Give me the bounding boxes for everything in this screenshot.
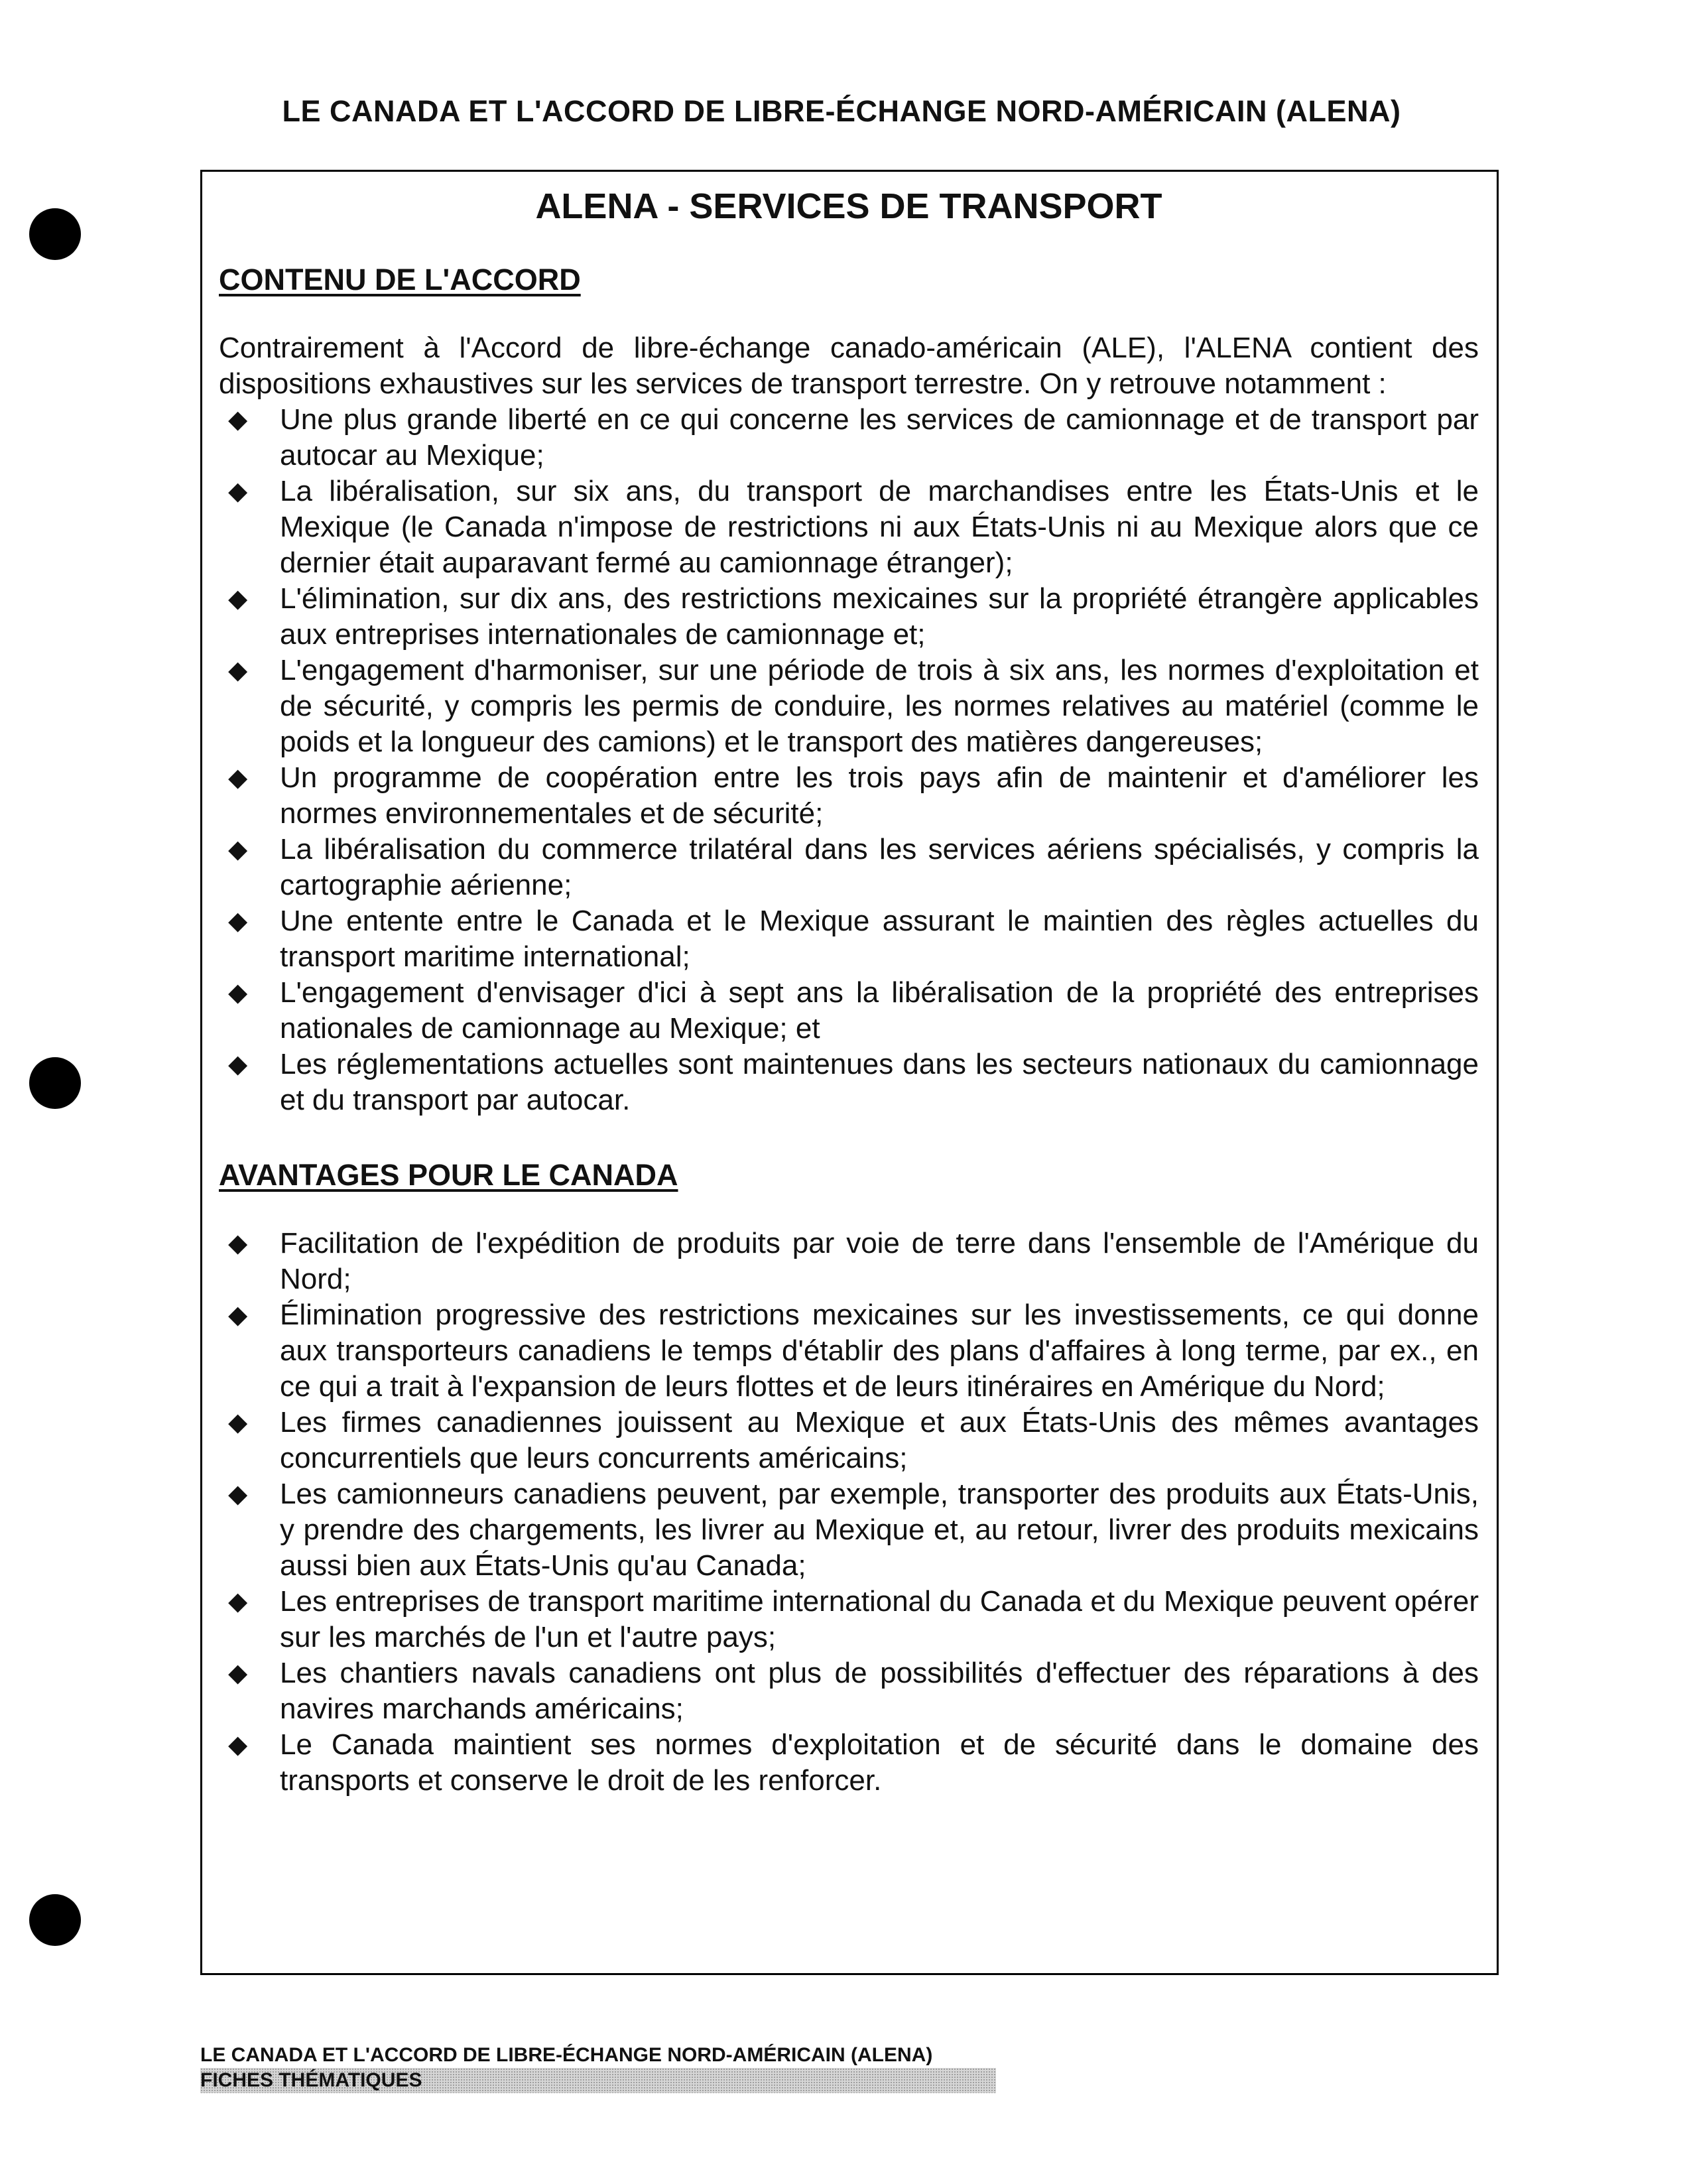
box-content [219, 186, 1479, 1799]
section-contenu [219, 263, 1479, 1118]
list-contenu [219, 402, 1479, 1118]
list-item-text: Élimination progressive des restrictions mexicaines sur les investissements, ce qui donne aux transporteurs canadiens le temps d'établir des plans d'affaires à long terme, par ex., en ce qui a trait à l'expansion de leurs flottes et de leurs itinéraires en Amérique du Nord; [280, 1299, 1479, 1403]
punch-hole-top [29, 208, 81, 260]
section-heading-contenu: CONTENU DE L'ACCORD [219, 263, 581, 296]
list-item-text: L'engagement d'envisager d'ici à sept ans la libéralisation de la propriété des entreprises nationales de camionnage au Mexique; et [280, 976, 1479, 1045]
list-item-text: Les chantiers navals canadiens ont plus de possibilités d'effectuer des réparations à des navires marchands américains; [280, 1657, 1479, 1725]
list-item [219, 1584, 1479, 1655]
document-footer [200, 2043, 996, 2093]
list-item-text: Une plus grande liberté en ce qui concerne les services de camionnage et de transport par autocar au Mexique; [280, 403, 1479, 472]
list-item [219, 903, 1479, 975]
diamond-bullet-icon: ◆ [228, 585, 248, 613]
footer-subtitle: FICHES THÉMATIQUES [200, 2068, 996, 2093]
list-item [219, 581, 1479, 653]
list-item-text: Les réglementations actuelles sont maintenues dans les secteurs nationaux du camionnage et du transport par autocar. [280, 1048, 1479, 1116]
diamond-bullet-icon: ◆ [228, 1301, 248, 1329]
list-item [219, 653, 1479, 760]
list-item [219, 1047, 1479, 1118]
diamond-bullet-icon: ◆ [228, 1409, 248, 1437]
list-item-text: Les entreprises de transport maritime international du Canada et du Mexique peuvent opérer sur les marchés de l'un et l'autre pays; [280, 1585, 1479, 1653]
diamond-bullet-icon: ◆ [228, 406, 248, 434]
diamond-bullet-icon: ◆ [228, 1659, 248, 1687]
list-item-text: Les camionneurs canadiens peuvent, par exemple, transporter des produits aux États-Unis, y prendre des chargements, les livrer au Mexique et, au retour, livrer des produits mexicains aussi bien aux États-Unis qu'au Canada; [280, 1478, 1479, 1582]
diamond-bullet-icon: ◆ [228, 1480, 248, 1508]
diamond-bullet-icon: ◆ [228, 657, 248, 684]
list-item [219, 474, 1479, 581]
list-item-text: Le Canada maintient ses normes d'exploitation et de sécurité dans le domaine des transports et conserve le droit de les renforcer. [280, 1728, 1479, 1797]
list-avantages [219, 1226, 1479, 1799]
diamond-bullet-icon: ◆ [228, 1230, 248, 1257]
list-item [219, 1655, 1479, 1727]
intro-paragraph: Contrairement à l'Accord de libre-échange canado-américain (ALE), l'ALENA contient des dispositions exhaustives sur les services de transport terrestre. On y retrouve notamment : [219, 332, 1479, 400]
list-item-text: Les firmes canadiennes jouissent au Mexique et aux États-Unis des mêmes avantages concurrentiels que leurs concurrents américains; [280, 1406, 1479, 1474]
section-avantages [219, 1158, 1479, 1799]
list-item [219, 1226, 1479, 1297]
diamond-bullet-icon: ◆ [228, 979, 248, 1007]
list-item-text: L'engagement d'harmoniser, sur une période de trois à six ans, les normes d'exploitation et de sécurité, y compris les permis de conduire, les normes relatives au matériel (comme le poids et la longueur des camions) et le transport des matières dangereuses; [280, 654, 1479, 758]
diamond-bullet-icon: ◆ [228, 764, 248, 792]
list-item-text: Une entente entre le Canada et le Mexique assurant le maintien des règles actuelles du transport maritime international; [280, 905, 1479, 973]
footer-title: LE CANADA ET L'ACCORD DE LIBRE-ÉCHANGE NORD-AMÉRICAIN (ALENA) [200, 2044, 933, 2066]
box-title: ALENA - SERVICES DE TRANSPORT [535, 186, 1162, 226]
diamond-bullet-icon: ◆ [228, 1588, 248, 1616]
list-item [219, 1727, 1479, 1799]
list-item [219, 975, 1479, 1047]
list-item-text: Facilitation de l'expédition de produits par voie de terre dans l'ensemble de l'Amérique du Nord; [280, 1227, 1479, 1295]
list-item-text: La libéralisation, sur six ans, du transport de marchandises entre les États-Unis et le Mexique (le Canada n'impose de restrictions ni aux États-Unis ni au Mexique alors que ce dernier était auparavant fermé au camionnage étranger); [280, 475, 1479, 579]
punch-hole-bottom [29, 1894, 81, 1946]
list-item [219, 1405, 1479, 1476]
list-item [219, 760, 1479, 832]
list-item-text: L'élimination, sur dix ans, des restrictions mexicaines sur la propriété étrangère applicables aux entreprises internationales de camionnage et; [280, 582, 1479, 651]
diamond-bullet-icon: ◆ [228, 907, 248, 935]
diamond-bullet-icon: ◆ [228, 836, 248, 864]
punch-hole-middle [29, 1057, 81, 1109]
list-item [219, 402, 1479, 474]
list-item [219, 832, 1479, 903]
diamond-bullet-icon: ◆ [228, 1731, 248, 1759]
list-item [219, 1476, 1479, 1584]
document-header-title: LE CANADA ET L'ACCORD DE LIBRE-ÉCHANGE NORD-AMÉRICAIN (ALENA) [282, 94, 1401, 128]
list-item-text: La libéralisation du commerce trilatéral dans les services aériens spécialisés, y compris la cartographie aérienne; [280, 833, 1479, 901]
diamond-bullet-icon: ◆ [228, 1051, 248, 1078]
diamond-bullet-icon: ◆ [228, 478, 248, 505]
list-item [219, 1297, 1479, 1405]
list-item-text: Un programme de coopération entre les trois pays afin de maintenir et d'améliorer les normes environnementales et de sécurité; [280, 761, 1479, 830]
section-heading-avantages: AVANTAGES POUR LE CANADA [219, 1158, 678, 1192]
